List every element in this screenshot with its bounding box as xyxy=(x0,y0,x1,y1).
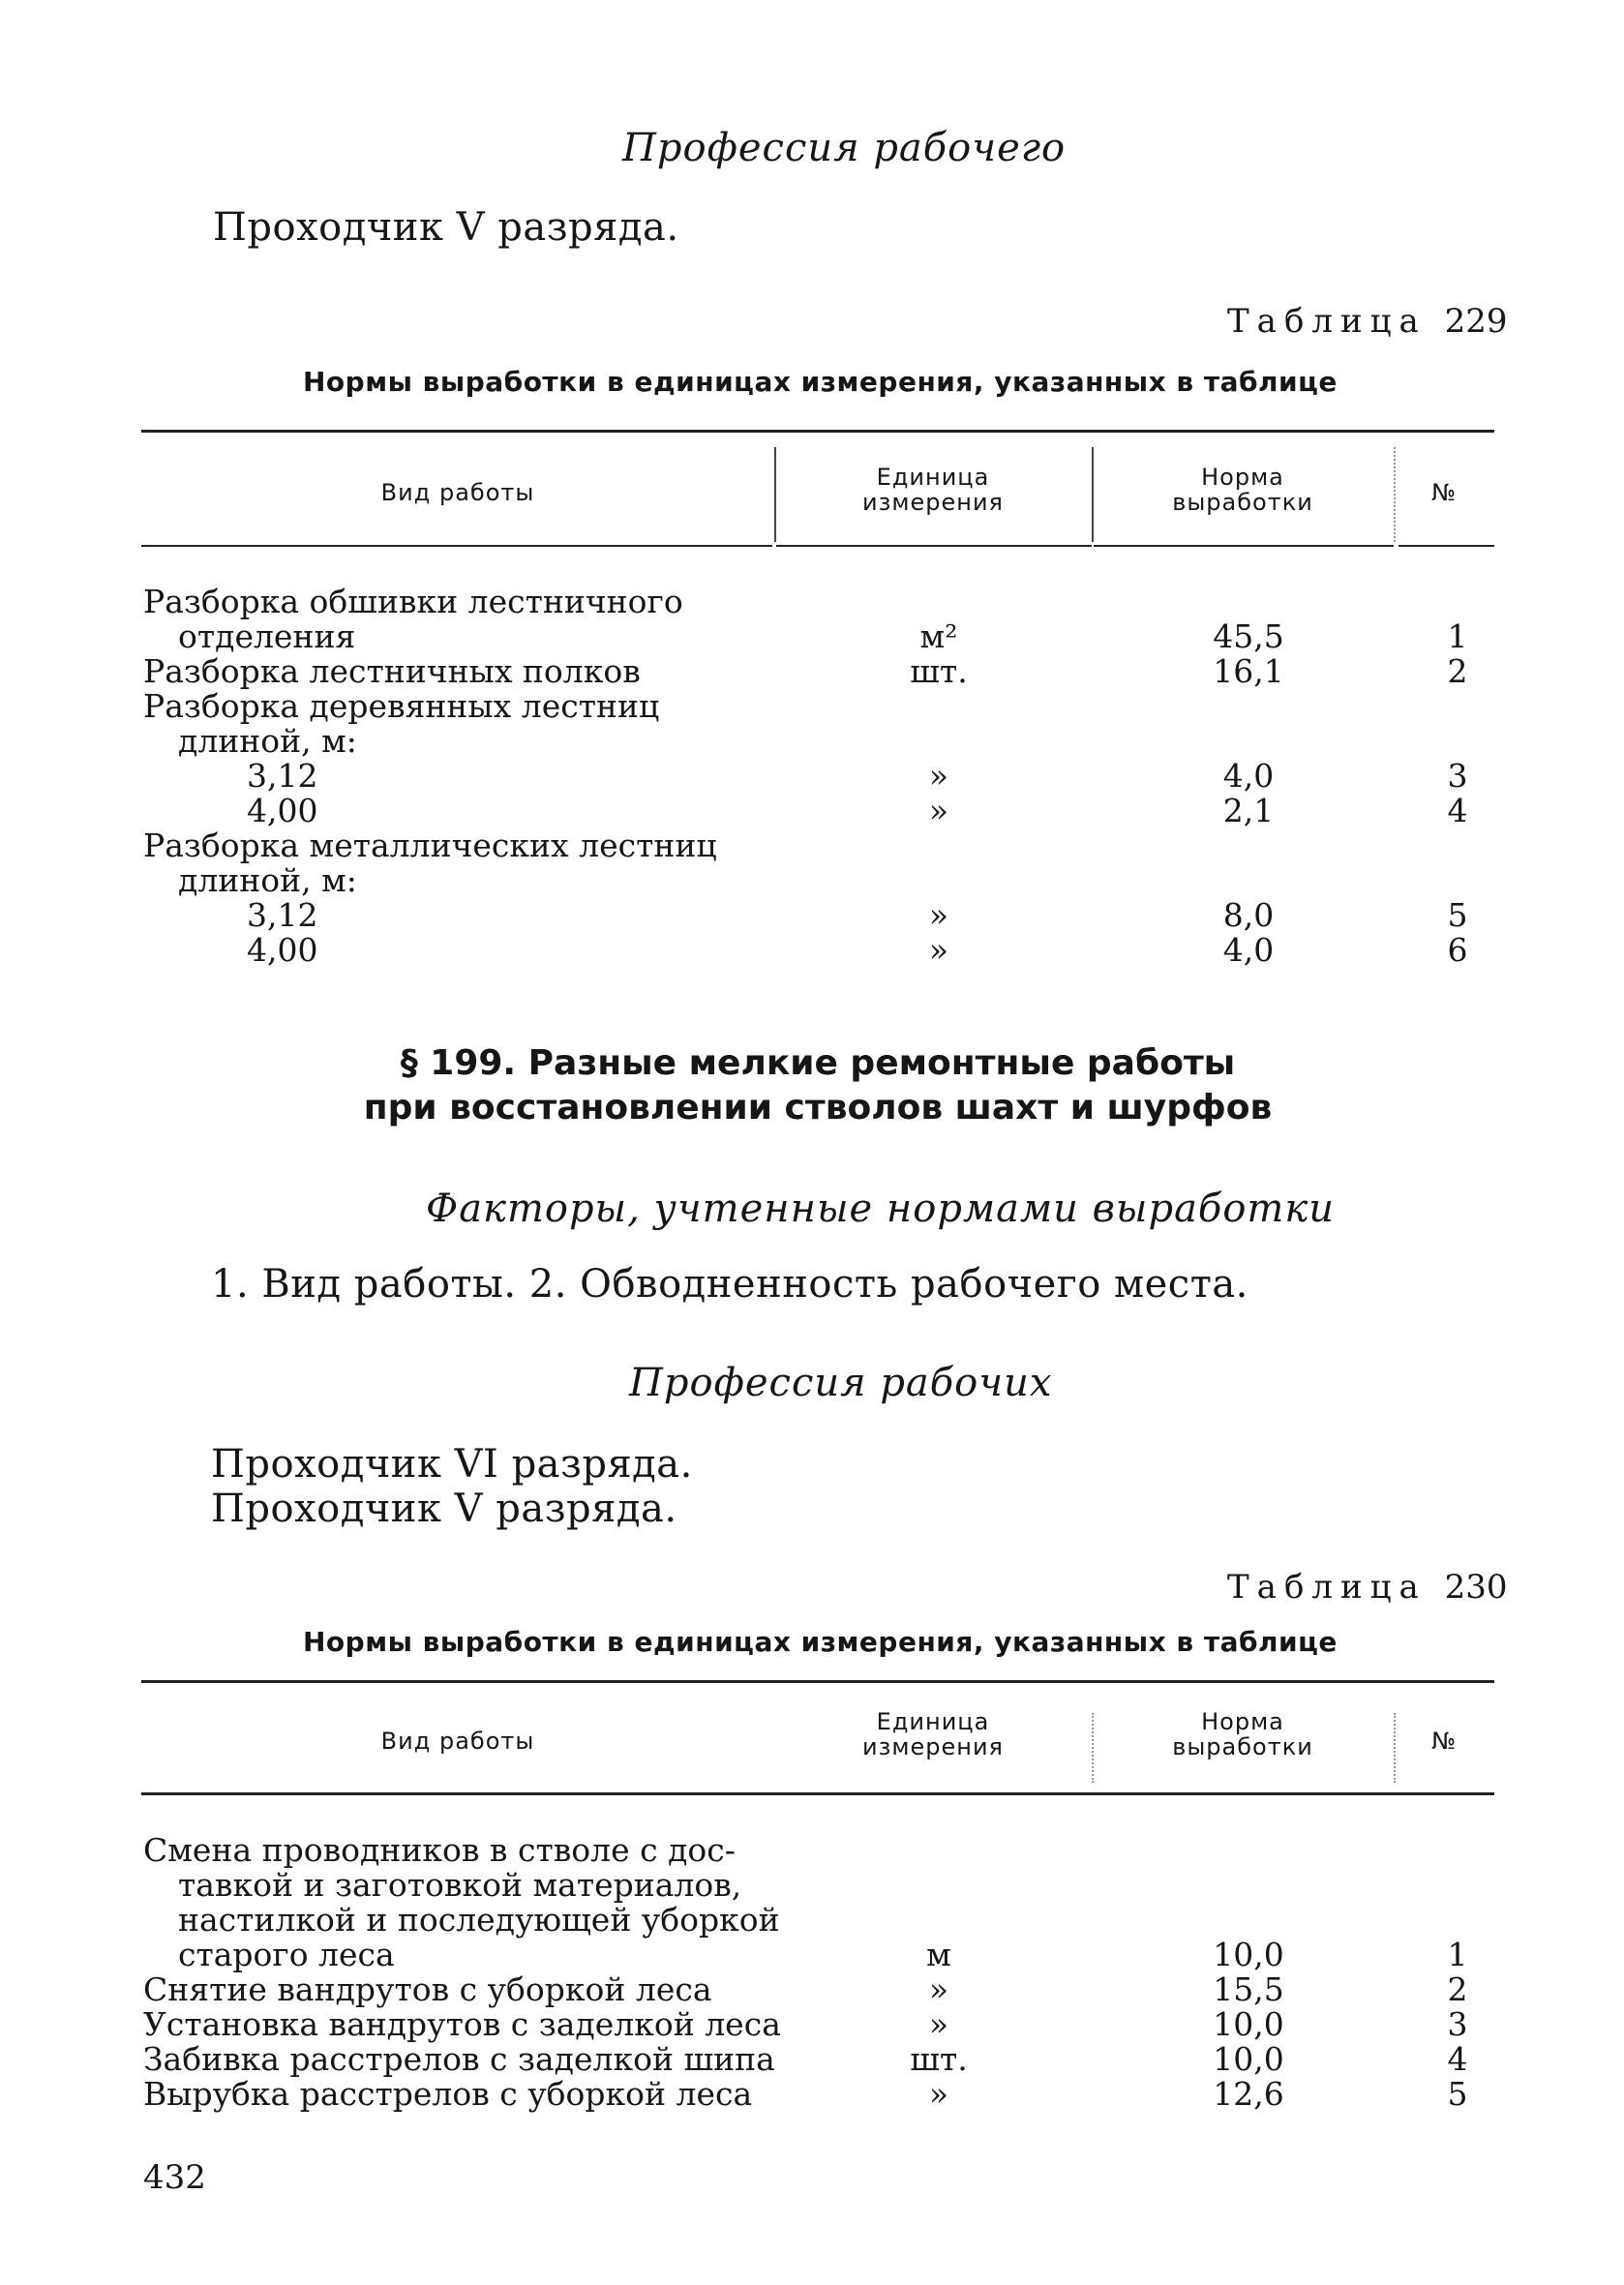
header-bottom-rule xyxy=(1398,545,1494,547)
header-work: Вид работы xyxy=(380,1728,535,1755)
row-norm: 4,0 xyxy=(1222,931,1275,969)
header-bottom-rule xyxy=(141,545,772,547)
table-caption-229 xyxy=(1227,302,1508,341)
row-work: 4,00 xyxy=(247,931,318,969)
row-number: 1 xyxy=(1447,617,1468,655)
row-work: Установка вандрутов с заделкой леса xyxy=(143,2005,781,2043)
header-bottom-rule xyxy=(1094,545,1394,547)
row-unit: » xyxy=(928,2075,949,2113)
row-number: 5 xyxy=(1447,896,1468,934)
row-norm: 2,1 xyxy=(1222,792,1275,829)
row-work: 3,12 xyxy=(247,896,318,934)
row-work: длиной, м: xyxy=(178,861,357,899)
row-work: Вырубка расстрелов с уборкой леса xyxy=(143,2075,753,2113)
row-work: Разборка лестничных полков xyxy=(143,652,641,690)
row-unit: шт. xyxy=(910,652,968,690)
table-caption-number: 230 xyxy=(1444,1568,1508,1607)
factors-text: 1. Вид работы. 2. Обводненность рабочего места. xyxy=(211,1262,1248,1307)
row-number: 3 xyxy=(1447,2005,1468,2043)
worker-line: Проходчик V разряда. xyxy=(213,205,679,250)
row-norm: 8,0 xyxy=(1222,896,1275,934)
row-norm: 45,5 xyxy=(1213,617,1284,655)
header-number: № xyxy=(1431,479,1457,506)
header-bottom-rule xyxy=(141,1792,1494,1795)
row-unit: » xyxy=(928,2005,949,2043)
profession-heading: Профессия рабочих xyxy=(629,1361,1053,1405)
row-norm: 10,0 xyxy=(1213,2040,1284,2078)
header-unit-line2: измерения xyxy=(862,1733,1004,1760)
header-norm-line2: выработки xyxy=(1172,1733,1313,1760)
row-number: 2 xyxy=(1447,1970,1468,2008)
header-unit xyxy=(774,465,1092,515)
row-work: Разборка металлических лестниц xyxy=(143,827,717,864)
table-title-230: Нормы выработки в единицах измерения, указанных в таблице xyxy=(303,1626,1338,1658)
row-norm: 10,0 xyxy=(1213,2005,1284,2043)
row-work: старого леса xyxy=(178,1936,395,1973)
row-norm: 10,0 xyxy=(1213,1936,1284,1973)
row-unit: м² xyxy=(919,617,958,655)
table-caption-230 xyxy=(1227,1568,1508,1607)
section-title xyxy=(141,1041,1494,1130)
row-number: 5 xyxy=(1447,2075,1468,2113)
row-work: Забивка расстрелов с заделкой шипа xyxy=(143,2040,775,2078)
row-number: 4 xyxy=(1447,792,1468,829)
row-unit: » xyxy=(928,1970,949,2008)
header-work: Вид работы xyxy=(380,479,535,506)
row-number: 3 xyxy=(1447,757,1468,795)
header-unit xyxy=(774,1709,1092,1759)
row-unit: » xyxy=(928,792,949,829)
row-norm: 4,0 xyxy=(1222,757,1275,795)
table-caption-number: 229 xyxy=(1444,302,1508,341)
factors-heading: Факторы, учтенные нормами выработки xyxy=(426,1187,1335,1231)
header-unit-line1: Единица xyxy=(876,464,990,491)
table-title-229: Нормы выработки в единицах измерения, указанных в таблице xyxy=(303,366,1338,398)
table-caption-word: Таблица xyxy=(1227,1568,1427,1607)
row-norm: 16,1 xyxy=(1213,652,1284,690)
row-unit: » xyxy=(928,931,949,969)
row-work: тавкой и заготовкой материалов, xyxy=(178,1866,742,1904)
row-number: 6 xyxy=(1447,931,1468,969)
header-norm xyxy=(1092,1709,1394,1759)
row-unit: » xyxy=(928,757,949,795)
row-work: длиной, м: xyxy=(178,722,357,760)
row-work: Снятие вандрутов с уборкой леса xyxy=(143,1970,712,2008)
page-number: 432 xyxy=(143,2158,206,2197)
row-work: 3,12 xyxy=(247,757,318,795)
header-unit-line2: измерения xyxy=(862,489,1004,516)
worker-line: Проходчик V разряда. xyxy=(211,1487,677,1531)
header-number: № xyxy=(1431,1728,1457,1755)
table-caption-word: Таблица xyxy=(1227,302,1427,341)
row-work: Разборка деревянных лестниц xyxy=(143,687,660,725)
table-top-rule xyxy=(141,1680,1494,1683)
header-norm-line1: Норма xyxy=(1201,464,1284,491)
row-work: отделения xyxy=(178,617,356,655)
row-number: 1 xyxy=(1447,1936,1468,1973)
row-unit: » xyxy=(928,896,949,934)
row-number: 4 xyxy=(1447,2040,1468,2078)
header-bottom-rule xyxy=(776,545,1092,547)
header-norm-line2: выработки xyxy=(1172,489,1313,516)
row-number: 2 xyxy=(1447,652,1468,690)
header-unit-line1: Единица xyxy=(876,1708,990,1735)
table-top-rule xyxy=(141,430,1494,433)
row-work: Смена проводников в стволе с дос- xyxy=(143,1831,736,1869)
row-norm: 12,6 xyxy=(1213,2075,1284,2113)
row-work: 4,00 xyxy=(247,792,318,829)
row-work: настилкой и последующей уборкой xyxy=(178,1901,780,1939)
section-title-line1: § 199. Разные мелкие ремонтные работы xyxy=(400,1043,1236,1083)
header-norm-line1: Норма xyxy=(1201,1708,1284,1735)
profession-heading: Профессия рабочего xyxy=(622,126,1067,170)
worker-line: Проходчик VI разряда. xyxy=(211,1442,693,1487)
row-unit: шт. xyxy=(910,2040,968,2078)
section-title-line2: при восстановлении стволов шахт и шурфов xyxy=(363,1088,1273,1127)
row-unit: м xyxy=(926,1936,951,1973)
row-work: Разборка обшивки лестничного xyxy=(143,583,683,620)
row-norm: 15,5 xyxy=(1213,1970,1284,2008)
header-norm xyxy=(1092,465,1394,515)
